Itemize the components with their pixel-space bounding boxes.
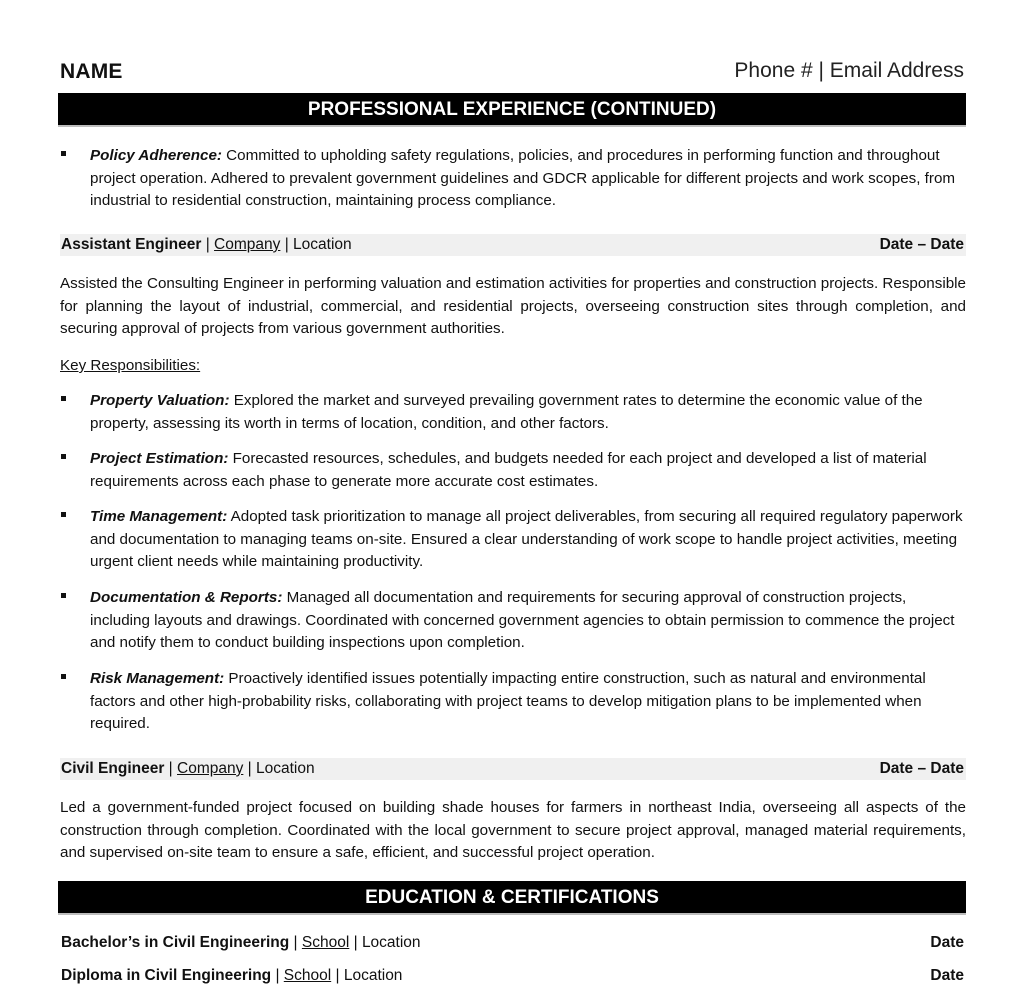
bullet-description: Adopted task prioritization to manage all project deliverables, from securing all required regulatory paperwork and documentation to managing teams on-site. Ensured a clear understanding of work scope to handle project activities, meeting urgent client needs while maintaining productivity. [90, 508, 963, 570]
bullet-item-property-valuation [60, 390, 966, 435]
bullet-term: Property Valuation: [90, 392, 230, 409]
square-bullet-icon [61, 454, 66, 459]
separator: | [201, 236, 215, 253]
job-dates: Date – Date [879, 760, 964, 777]
separator: | [280, 236, 294, 253]
resume-header [60, 60, 966, 88]
bullet-term: Policy Adherence: [90, 147, 222, 164]
job-location: Location [256, 760, 315, 777]
job-company: Company [214, 236, 281, 253]
job-header-civil-engineer [60, 758, 966, 780]
contact-info: Phone # | Email Address [734, 59, 964, 82]
education-date: Date [930, 967, 964, 984]
section-header-experience: PROFESSIONAL EXPERIENCE (CONTINUED) [58, 93, 966, 127]
bullet-item-risk-management [60, 668, 966, 736]
job-summary: Assisted the Consulting Engineer in performing valuation and estimation activities for properties and construction projects. Responsible for planning the layout of industrial, commercial, and residential projects, overseeing construction sites through completion, and securing approval of projects from various government authorities. [60, 275, 966, 337]
bullet-description: Committed to upholding safety regulations, policies, and procedures in performing function and throughout project operation. Adhered to prevalent government guidelines and GDCR applicable for different projects and work scopes, from industrial to residential construction, maintaining process compliance. [90, 147, 956, 209]
separator: | [164, 760, 178, 777]
section-header-education: EDUCATION & CERTIFICATIONS [58, 881, 966, 915]
job-title: Assistant Engineer [61, 236, 202, 253]
bullet-description: Managed all documentation and requirements for securing approval of construction projects, including layouts and drawings. Coordinated with concerned government agencies to obtain permission to commence the project and notify them to conduct building inspections upon completion. [90, 589, 955, 651]
job-company: Company [177, 760, 244, 777]
separator: | [243, 760, 256, 777]
education-entry-diploma [60, 965, 966, 987]
separator: | [271, 967, 284, 984]
key-responsibilities-label: Key Responsibilities: [60, 357, 201, 374]
school-location: Location [361, 934, 421, 951]
school-name: School [283, 967, 332, 984]
job-title: Civil Engineer [61, 760, 165, 777]
separator: | [289, 934, 302, 951]
degree-name: Bachelor’s in Civil Engineering [61, 934, 290, 951]
job-summary: Led a government-funded project focused on building shade houses for farmers in northeast India, overseeing all aspects of the construction through completion. Coordinated with the local government to secure project approval, managed material requirements, and supervised on-site team to ensure a safe, efficient, and successful project operation. [60, 799, 966, 861]
job-dates: Date – Date [879, 236, 964, 253]
bullet-term: Documentation & Reports: [90, 589, 283, 606]
separator: | [349, 934, 362, 951]
bullet-item-project-estimation [60, 448, 966, 493]
bullet-description: Proactively identified issues potentially impacting entire construction, such as natural and environmental factors and other high-probability risks, collaborating with project teams to develop mitigation plans to be implemented when required. [90, 670, 926, 732]
degree-name: Diploma in Civil Engineering [61, 967, 272, 984]
square-bullet-icon [61, 593, 66, 598]
square-bullet-icon [61, 512, 66, 517]
school-name: School [301, 934, 350, 951]
bullet-item-time-management [60, 506, 966, 574]
candidate-name: NAME [60, 60, 123, 83]
bullet-term: Project Estimation: [90, 450, 229, 467]
education-entry-bachelors [60, 932, 966, 954]
job-location: Location [293, 236, 352, 253]
education-date: Date [930, 934, 964, 951]
bullet-item-documentation-reports [60, 587, 966, 655]
bullet-description: Explored the market and surveyed prevailing government rates to determine the economic value of the property, assessing its worth in terms of location, condition, and other factors. [90, 392, 923, 432]
separator: | [331, 967, 344, 984]
square-bullet-icon [61, 674, 66, 679]
bullet-item-policy-adherence [60, 145, 966, 213]
bullet-term: Risk Management: [90, 670, 225, 687]
school-location: Location [343, 967, 403, 984]
bullet-term: Time Management: [90, 508, 228, 525]
square-bullet-icon [61, 396, 66, 401]
square-bullet-icon [61, 151, 66, 156]
bullet-description: Forecasted resources, schedules, and budgets needed for each project and developed a list of material requirements across each phase to generate more accurate cost estimates. [90, 450, 927, 490]
job-header-assistant-engineer [60, 234, 966, 256]
